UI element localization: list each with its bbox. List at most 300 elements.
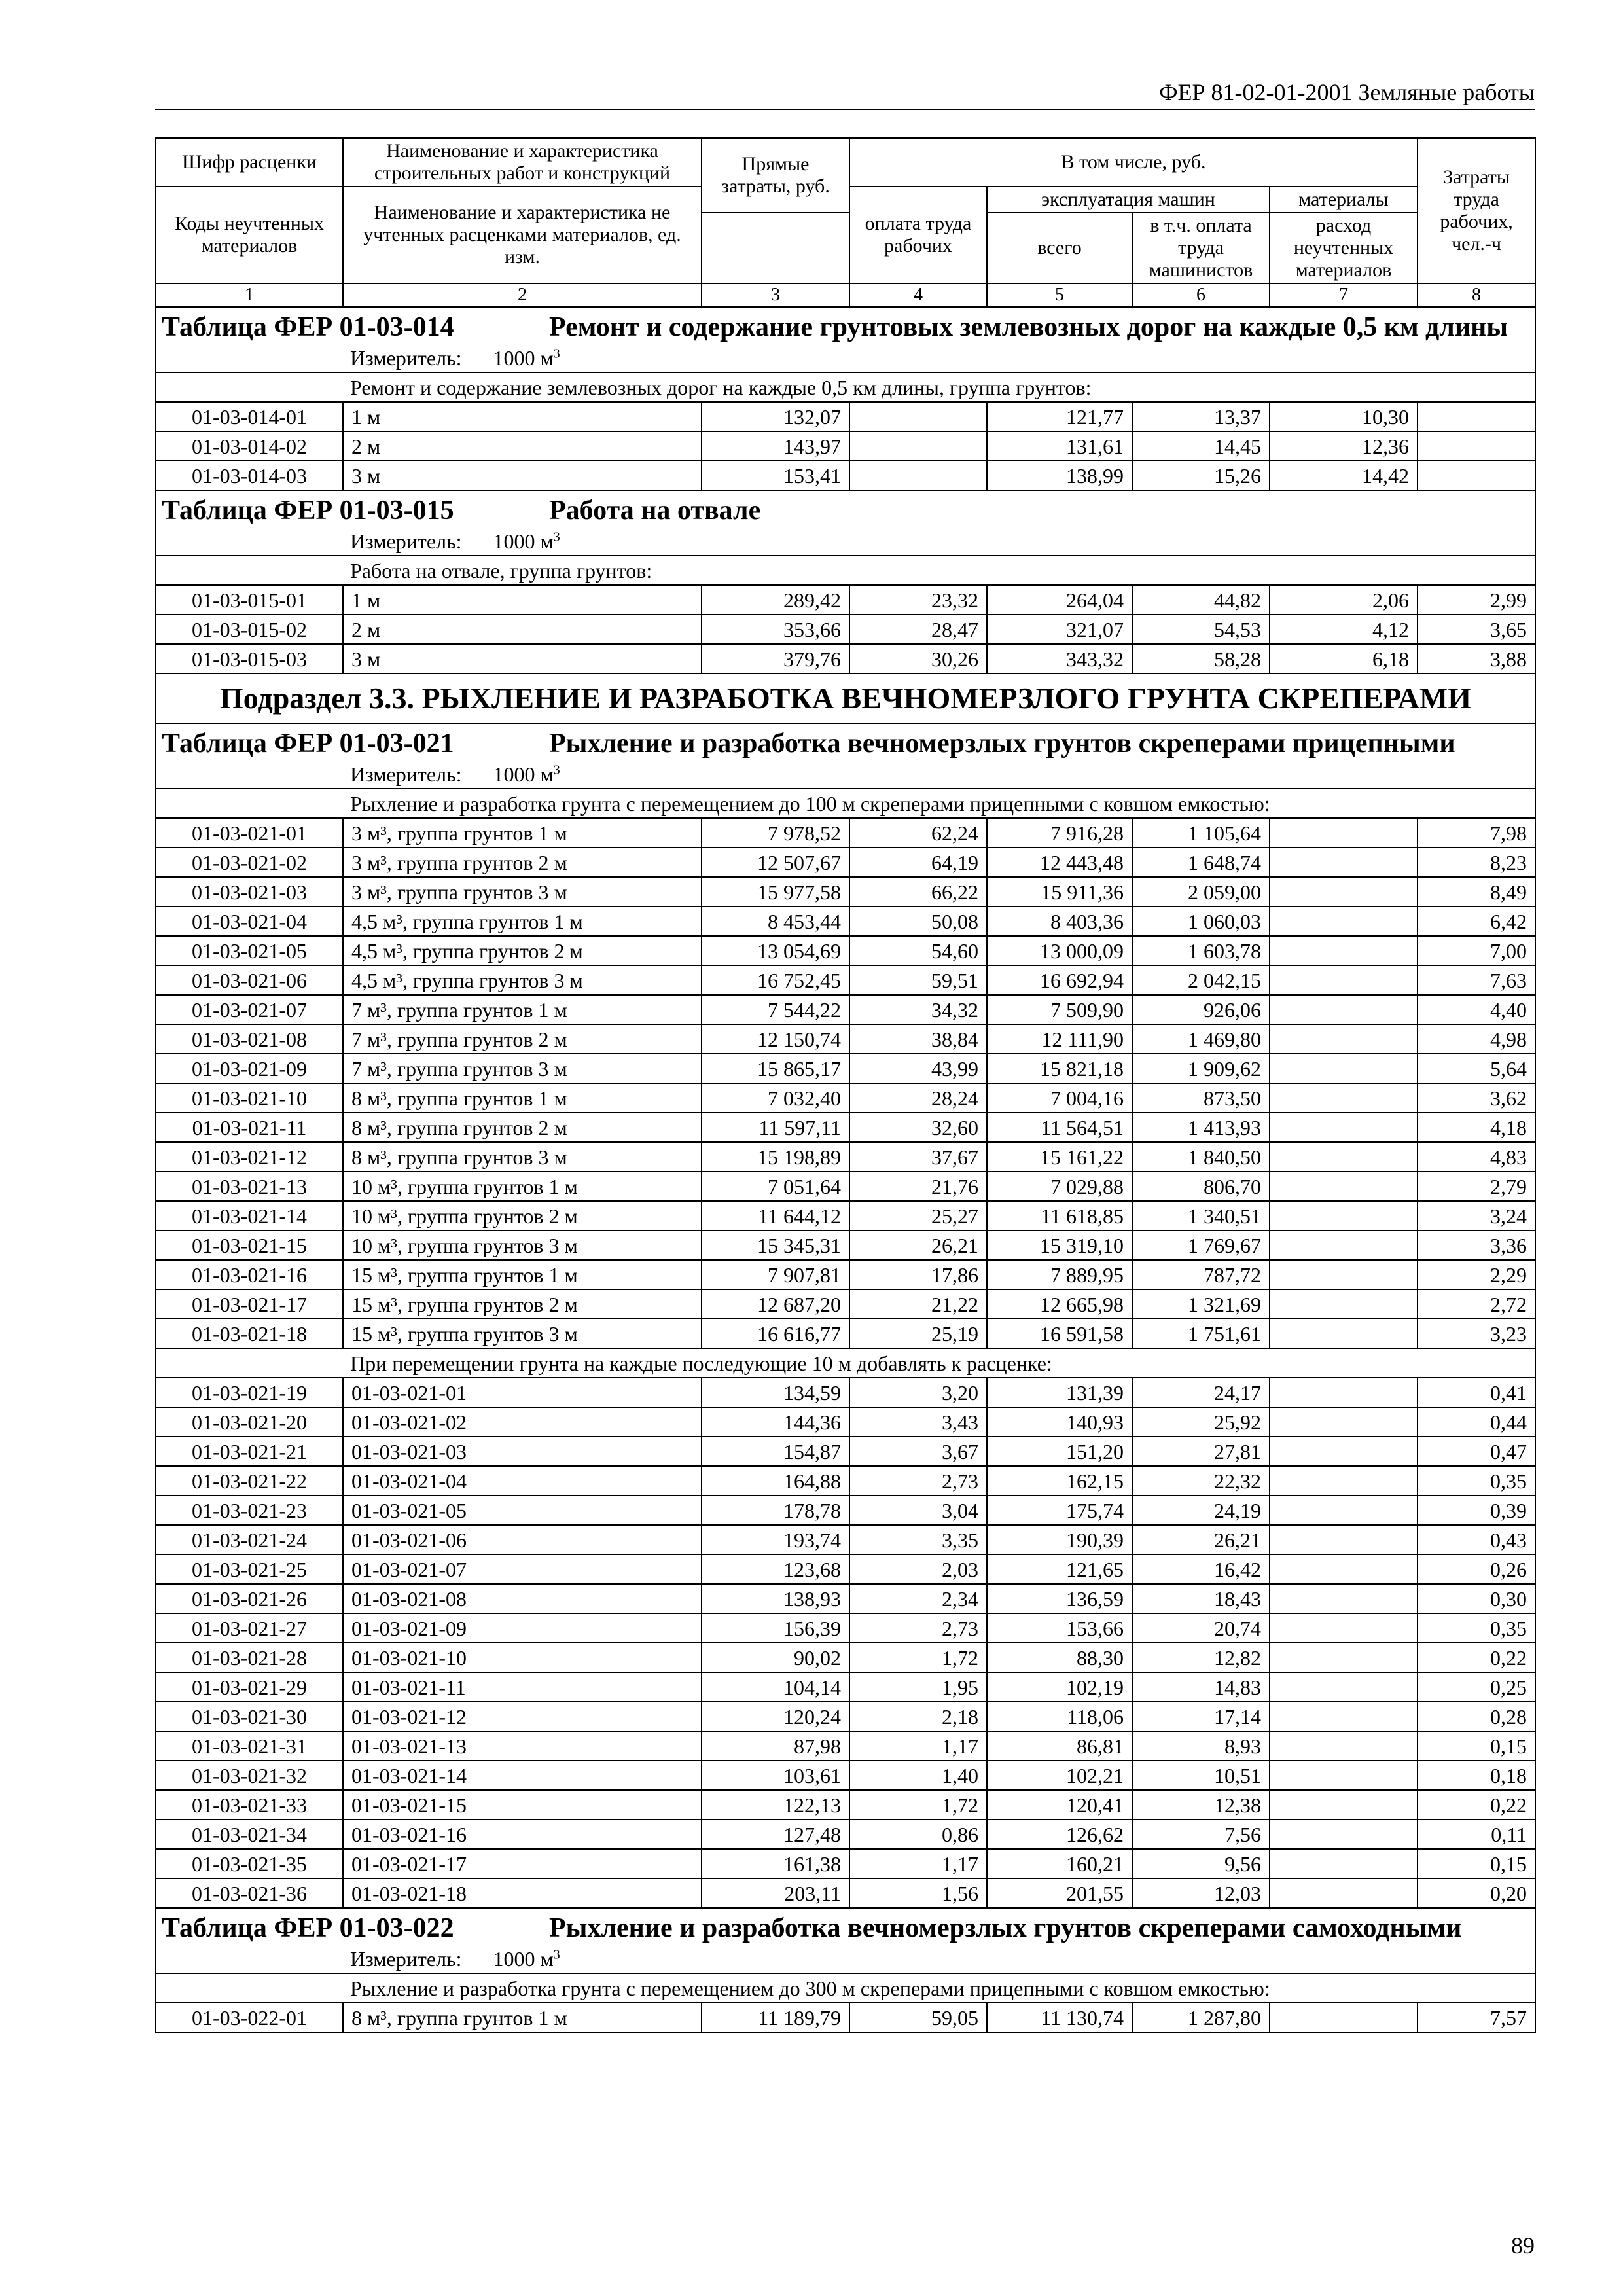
materials-cost [1270, 1731, 1418, 1761]
rate-name: 3 м [343, 461, 702, 490]
unit-value-text: 1000 м [493, 762, 554, 786]
wages-cost: 2,34 [849, 1584, 987, 1613]
direct-cost: 134,59 [702, 1378, 849, 1407]
labor-hours: 0,35 [1418, 1466, 1535, 1496]
rate-name: 15 м³, группа грунтов 3 м [343, 1319, 702, 1348]
materials-cost: 4,12 [1270, 615, 1418, 644]
materials-cost [1270, 1613, 1418, 1643]
materials-cost [1270, 1820, 1418, 1849]
col-number: 5 [987, 283, 1132, 307]
direct-cost: 143,97 [702, 431, 849, 461]
materials-cost [1270, 1790, 1418, 1820]
rate-name: 3 м³, группа грунтов 2 м [343, 848, 702, 877]
rate-code: 01-03-021-31 [156, 1731, 343, 1761]
machines-cost: 131,39 [987, 1378, 1132, 1407]
rate-name: 01-03-021-08 [343, 1584, 702, 1613]
machines-cost: 12 665,98 [987, 1289, 1132, 1319]
wages-cost: 1,17 [849, 1849, 987, 1878]
operator-pay: 54,53 [1132, 615, 1270, 644]
materials-cost [1270, 1113, 1418, 1142]
direct-cost: 289,42 [702, 585, 849, 615]
rate-name: 4,5 м³, группа грунтов 1 м [343, 906, 702, 936]
unit-value [493, 1947, 560, 1971]
rate-name: 01-03-021-10 [343, 1643, 702, 1672]
table-row [156, 1525, 1535, 1554]
direct-cost: 161,38 [702, 1849, 849, 1878]
labor-hours [1418, 431, 1535, 461]
labor-hours: 2,72 [1418, 1289, 1535, 1319]
operator-pay: 44,82 [1132, 585, 1270, 615]
col-number: 4 [849, 283, 987, 307]
labor-hours: 0,22 [1418, 1790, 1535, 1820]
materials-cost [1270, 818, 1418, 848]
direct-cost: 127,48 [702, 1820, 849, 1849]
machines-cost: 86,81 [987, 1731, 1132, 1761]
direct-cost: 13 054,69 [702, 936, 849, 965]
unit-value-text: 1000 м [493, 529, 554, 553]
group-subtitle: Рыхление и разработка грунта с перемещением до 100 м скреперами прицепными с ковшом емкостью: [156, 789, 1535, 818]
rate-code: 01-03-021-26 [156, 1584, 343, 1613]
labor-hours: 3,36 [1418, 1230, 1535, 1260]
direct-cost: 193,74 [702, 1525, 849, 1554]
materials-cost [1270, 1260, 1418, 1289]
operator-pay: 1 321,69 [1132, 1289, 1270, 1319]
wages-cost: 32,60 [849, 1113, 987, 1142]
col-operator-pay-header: в т.ч. оплата труда машинистов [1132, 213, 1270, 283]
labor-hours: 0,22 [1418, 1643, 1535, 1672]
direct-cost: 154,87 [702, 1437, 849, 1466]
operator-pay: 14,45 [1132, 431, 1270, 461]
direct-cost: 156,39 [702, 1613, 849, 1643]
table-row [156, 1849, 1535, 1878]
operator-pay: 58,28 [1132, 644, 1270, 673]
labor-hours: 2,29 [1418, 1260, 1535, 1289]
machines-cost: 7 029,88 [987, 1172, 1132, 1201]
wages-cost: 43,99 [849, 1054, 987, 1083]
rate-code: 01-03-021-16 [156, 1260, 343, 1289]
direct-cost: 12 687,20 [702, 1289, 849, 1319]
wages-cost: 38,84 [849, 1024, 987, 1054]
machines-cost: 8 403,36 [987, 906, 1132, 936]
direct-cost: 7 051,64 [702, 1172, 849, 1201]
wages-cost: 23,32 [849, 585, 987, 615]
rate-name: 10 м³, группа грунтов 3 м [343, 1230, 702, 1260]
rate-code: 01-03-021-35 [156, 1849, 343, 1878]
rate-name: 8 м³, группа грунтов 1 м [343, 2003, 702, 2032]
labor-hours: 0,15 [1418, 1849, 1535, 1878]
rate-code: 01-03-021-36 [156, 1878, 343, 1908]
wages-cost: 2,18 [849, 1702, 987, 1731]
materials-cost [1270, 848, 1418, 877]
materials-cost [1270, 1466, 1418, 1496]
direct-cost: 12 150,74 [702, 1024, 849, 1054]
col-unaccounted-header: расход неучтенных материалов [1270, 213, 1418, 283]
wages-cost: 1,72 [849, 1643, 987, 1672]
table-row [156, 1230, 1535, 1260]
table-row [156, 1142, 1535, 1172]
wages-cost: 59,51 [849, 965, 987, 995]
rate-name: 01-03-021-03 [343, 1437, 702, 1466]
table-row [156, 906, 1535, 936]
table-row [156, 1761, 1535, 1790]
rate-name: 10 м³, группа грунтов 2 м [343, 1201, 702, 1230]
machines-cost: 11 564,51 [987, 1113, 1132, 1142]
direct-cost: 11 597,11 [702, 1113, 849, 1142]
rate-code: 01-03-021-03 [156, 877, 343, 906]
table-row [156, 1496, 1535, 1525]
machines-cost: 16 692,94 [987, 965, 1132, 995]
rate-code: 01-03-021-18 [156, 1319, 343, 1348]
group-subtitle: Рыхление и разработка грунта с перемещением до 300 м скреперами прицепными с ковшом емкостью: [156, 1973, 1535, 2003]
unit-value-text: 1000 м [493, 346, 554, 370]
table-row [156, 848, 1535, 877]
wages-cost: 28,47 [849, 615, 987, 644]
rate-name: 7 м³, группа грунтов 1 м [343, 995, 702, 1024]
machines-cost: 138,99 [987, 461, 1132, 490]
rate-name: 7 м³, группа грунтов 2 м [343, 1024, 702, 1054]
unit-label: Измеритель: [350, 346, 462, 370]
table-row [156, 615, 1535, 644]
wages-cost: 59,05 [849, 2003, 987, 2032]
machines-cost: 121,77 [987, 402, 1132, 431]
machines-cost: 343,32 [987, 644, 1132, 673]
table-row [156, 1024, 1535, 1054]
table-name: Ремонт и содержание грунтовых землевозных дорог на каждые 0,5 км длины [549, 312, 1508, 342]
materials-cost [1270, 1407, 1418, 1437]
unit-label: Измеритель: [350, 762, 462, 786]
machines-cost: 118,06 [987, 1702, 1132, 1731]
rate-name: 01-03-021-14 [343, 1761, 702, 1790]
rate-name: 15 м³, группа грунтов 2 м [343, 1289, 702, 1319]
materials-cost [1270, 906, 1418, 936]
table-row [156, 1466, 1535, 1496]
table-name: Работа на отвале [549, 495, 761, 526]
table-row [156, 1643, 1535, 1672]
col-labor-header: Затраты труда рабочих, чел.-ч [1418, 138, 1535, 283]
wages-cost: 1,95 [849, 1672, 987, 1702]
labor-hours: 0,44 [1418, 1407, 1535, 1437]
machines-cost: 7 889,95 [987, 1260, 1132, 1289]
table-row [156, 402, 1535, 431]
direct-cost: 144,36 [702, 1407, 849, 1437]
operator-pay: 10,51 [1132, 1761, 1270, 1790]
rate-name: 01-03-021-13 [343, 1731, 702, 1761]
direct-cost: 12 507,67 [702, 848, 849, 877]
rate-name: 01-03-021-11 [343, 1672, 702, 1702]
unit-row [156, 761, 1535, 789]
labor-hours: 8,23 [1418, 848, 1535, 877]
rate-code: 01-03-021-33 [156, 1790, 343, 1820]
table-number: Таблица ФЕР 01-03-021 [162, 728, 454, 759]
labor-hours: 0,43 [1418, 1525, 1535, 1554]
rate-code: 01-03-021-29 [156, 1672, 343, 1702]
table-row [156, 1584, 1535, 1613]
table-row [156, 1054, 1535, 1083]
labor-hours: 0,35 [1418, 1613, 1535, 1643]
direct-cost: 122,13 [702, 1790, 849, 1820]
operator-pay: 9,56 [1132, 1849, 1270, 1878]
operator-pay: 1 060,03 [1132, 906, 1270, 936]
table-body [156, 307, 1535, 2032]
machines-cost: 153,66 [987, 1613, 1132, 1643]
page-header [155, 71, 1535, 110]
machines-cost: 15 161,22 [987, 1142, 1132, 1172]
direct-cost: 87,98 [702, 1731, 849, 1761]
machines-cost: 11 130,74 [987, 2003, 1132, 2032]
group-subtitle: При перемещении грунта на каждые последующие 10 м добавлять к расценке: [156, 1348, 1535, 1378]
direct-cost: 7 544,22 [702, 995, 849, 1024]
rate-code: 01-03-015-01 [156, 585, 343, 615]
operator-pay: 12,82 [1132, 1643, 1270, 1672]
machines-cost: 88,30 [987, 1643, 1132, 1672]
table-title [156, 490, 1535, 528]
table-title-row [156, 490, 1535, 528]
operator-pay: 1 413,93 [1132, 1113, 1270, 1142]
table-row [156, 644, 1535, 673]
rate-code: 01-03-021-20 [156, 1407, 343, 1437]
operator-pay: 12,03 [1132, 1878, 1270, 1908]
page-number: 89 [1511, 2233, 1535, 2259]
direct-cost: 203,11 [702, 1878, 849, 1908]
table-row [156, 1702, 1535, 1731]
rate-code: 01-03-021-04 [156, 906, 343, 936]
materials-cost [1270, 1702, 1418, 1731]
materials-cost [1270, 1437, 1418, 1466]
table-row [156, 1407, 1535, 1437]
table-row [156, 877, 1535, 906]
machines-cost: 126,62 [987, 1820, 1132, 1849]
labor-hours: 0,11 [1418, 1820, 1535, 1849]
wages-cost: 2,73 [849, 1466, 987, 1496]
wages-cost [849, 431, 987, 461]
col-number: 3 [702, 283, 849, 307]
machines-cost: 15 319,10 [987, 1230, 1132, 1260]
rate-name: 3 м³, группа грунтов 1 м [343, 818, 702, 848]
wages-cost: 62,24 [849, 818, 987, 848]
rate-code: 01-03-021-34 [156, 1820, 343, 1849]
machines-cost: 12 443,48 [987, 848, 1132, 877]
machines-cost: 102,21 [987, 1761, 1132, 1790]
rate-name: 15 м³, группа грунтов 1 м [343, 1260, 702, 1289]
machines-cost: 140,93 [987, 1407, 1132, 1437]
rate-name: 2 м [343, 431, 702, 461]
group-subtitle: Ремонт и содержание землевозных дорог на каждые 0,5 км длины, группа грунтов: [156, 372, 1535, 402]
operator-pay: 1 603,78 [1132, 936, 1270, 965]
wages-cost: 3,43 [849, 1407, 987, 1437]
materials-cost [1270, 2003, 1418, 2032]
table-row [156, 1790, 1535, 1820]
table-row [156, 1613, 1535, 1643]
wages-cost [849, 461, 987, 490]
materials-cost [1270, 1083, 1418, 1113]
materials-cost [1270, 1201, 1418, 1230]
rate-name: 10 м³, группа грунтов 1 м [343, 1172, 702, 1201]
rate-name: 01-03-021-06 [343, 1525, 702, 1554]
col-codes-unaccounted-header: Коды неучтенных материалов [156, 187, 343, 283]
rate-name: 3 м³, группа грунтов 3 м [343, 877, 702, 906]
operator-pay: 22,32 [1132, 1466, 1270, 1496]
labor-hours: 7,57 [1418, 2003, 1535, 2032]
materials-cost: 10,30 [1270, 402, 1418, 431]
rate-code: 01-03-021-12 [156, 1142, 343, 1172]
direct-cost: 103,61 [702, 1761, 849, 1790]
rate-code: 01-03-021-02 [156, 848, 343, 877]
materials-cost [1270, 1378, 1418, 1407]
labor-hours: 0,20 [1418, 1878, 1535, 1908]
machines-cost: 131,61 [987, 431, 1132, 461]
machines-cost: 16 591,58 [987, 1319, 1132, 1348]
unit-label: Измеритель: [350, 1947, 462, 1971]
operator-pay: 873,50 [1132, 1083, 1270, 1113]
unit-cell [156, 1945, 1535, 1973]
rate-code: 01-03-021-17 [156, 1289, 343, 1319]
rate-name: 01-03-021-01 [343, 1378, 702, 1407]
labor-hours: 6,42 [1418, 906, 1535, 936]
cubic-superscript: 3 [553, 1947, 560, 1962]
direct-cost: 11 189,79 [702, 2003, 849, 2032]
rate-name: 01-03-021-04 [343, 1466, 702, 1496]
materials-cost [1270, 1230, 1418, 1260]
machines-cost: 321,07 [987, 615, 1132, 644]
table-row [156, 1437, 1535, 1466]
operator-pay: 20,74 [1132, 1613, 1270, 1643]
materials-cost [1270, 1761, 1418, 1790]
rate-code: 01-03-021-28 [156, 1643, 343, 1672]
col-machines-header: эксплуатация машин [987, 187, 1270, 213]
materials-cost [1270, 1554, 1418, 1584]
wages-cost: 1,56 [849, 1878, 987, 1908]
rate-name: 01-03-021-05 [343, 1496, 702, 1525]
labor-hours: 0,25 [1418, 1672, 1535, 1702]
section-title-row [156, 673, 1535, 723]
labor-hours [1418, 402, 1535, 431]
table-row [156, 995, 1535, 1024]
direct-cost: 123,68 [702, 1554, 849, 1584]
col-direct-cont [702, 213, 849, 283]
wages-cost: 21,76 [849, 1172, 987, 1201]
wages-cost: 2,73 [849, 1613, 987, 1643]
materials-cost [1270, 1054, 1418, 1083]
operator-pay: 18,43 [1132, 1584, 1270, 1613]
operator-pay: 24,19 [1132, 1496, 1270, 1525]
labor-hours: 0,28 [1418, 1702, 1535, 1731]
machines-cost: 121,65 [987, 1554, 1132, 1584]
table-row [156, 965, 1535, 995]
direct-cost: 11 644,12 [702, 1201, 849, 1230]
labor-hours: 7,63 [1418, 965, 1535, 995]
materials-cost [1270, 1672, 1418, 1702]
wages-cost: 1,40 [849, 1761, 987, 1790]
rate-name: 01-03-021-17 [343, 1849, 702, 1878]
table-row [156, 1554, 1535, 1584]
unit-row [156, 528, 1535, 556]
rate-code: 01-03-021-15 [156, 1230, 343, 1260]
operator-pay: 1 105,64 [1132, 818, 1270, 848]
labor-hours: 0,30 [1418, 1584, 1535, 1613]
operator-pay: 1 909,62 [1132, 1054, 1270, 1083]
rate-code: 01-03-021-32 [156, 1761, 343, 1790]
table-row [156, 1172, 1535, 1201]
rate-name: 01-03-021-12 [343, 1702, 702, 1731]
direct-cost: 15 865,17 [702, 1054, 849, 1083]
machines-cost: 7 509,90 [987, 995, 1132, 1024]
rate-code: 01-03-021-30 [156, 1702, 343, 1731]
labor-hours: 4,40 [1418, 995, 1535, 1024]
wages-cost: 64,19 [849, 848, 987, 877]
operator-pay: 2 042,15 [1132, 965, 1270, 995]
table-row [156, 1878, 1535, 1908]
labor-hours [1418, 461, 1535, 490]
table-row [156, 1378, 1535, 1407]
table-row [156, 1113, 1535, 1142]
rate-code: 01-03-014-01 [156, 402, 343, 431]
unit-row [156, 344, 1535, 372]
rate-code: 01-03-021-01 [156, 818, 343, 848]
table-row [156, 2003, 1535, 2032]
direct-cost: 16 752,45 [702, 965, 849, 995]
labor-hours: 3,65 [1418, 615, 1535, 644]
materials-cost [1270, 995, 1418, 1024]
group-subtitle-row [156, 372, 1535, 402]
labor-hours: 5,64 [1418, 1054, 1535, 1083]
table-row [156, 1672, 1535, 1702]
rate-name: 8 м³, группа грунтов 3 м [343, 1142, 702, 1172]
rate-code: 01-03-015-03 [156, 644, 343, 673]
col-unaccounted-name-header: Наименование и характеристика не учтенных расценками материалов, ед. изм. [343, 187, 702, 283]
direct-cost: 7 032,40 [702, 1083, 849, 1113]
rate-name: 8 м³, группа грунтов 1 м [343, 1083, 702, 1113]
machines-cost: 15 821,18 [987, 1054, 1132, 1083]
rate-name: 01-03-021-15 [343, 1790, 702, 1820]
labor-hours: 4,18 [1418, 1113, 1535, 1142]
rate-name: 4,5 м³, группа грунтов 3 м [343, 965, 702, 995]
operator-pay: 1 469,80 [1132, 1024, 1270, 1054]
rate-name: 4,5 м³, группа грунтов 2 м [343, 936, 702, 965]
table-row [156, 818, 1535, 848]
group-subtitle-row [156, 789, 1535, 818]
direct-cost: 90,02 [702, 1643, 849, 1672]
col-number: 1 [156, 283, 343, 307]
machines-cost: 120,41 [987, 1790, 1132, 1820]
wages-cost: 1,17 [849, 1731, 987, 1761]
wages-cost: 25,27 [849, 1201, 987, 1230]
machines-cost: 102,19 [987, 1672, 1132, 1702]
operator-pay: 1 840,50 [1132, 1142, 1270, 1172]
machines-cost: 162,15 [987, 1466, 1132, 1496]
header-title: ФЕР 81-02-01-2001 Земляные работы [1159, 79, 1535, 105]
rate-name: 01-03-021-09 [343, 1613, 702, 1643]
group-subtitle: Работа на отвале, группа грунтов: [156, 556, 1535, 585]
rate-code: 01-03-021-11 [156, 1113, 343, 1142]
rate-code: 01-03-014-02 [156, 431, 343, 461]
col-incl-header: В том числе, руб. [849, 138, 1418, 187]
operator-pay: 7,56 [1132, 1820, 1270, 1849]
group-subtitle-row [156, 556, 1535, 585]
labor-hours: 0,15 [1418, 1731, 1535, 1761]
table-name: Рыхление и разработка вечномерзлых грунтов скреперами прицепными [549, 728, 1455, 759]
materials-cost [1270, 1496, 1418, 1525]
direct-cost: 7 907,81 [702, 1260, 849, 1289]
direct-cost: 104,14 [702, 1672, 849, 1702]
table-row [156, 461, 1535, 490]
unit-cell [156, 344, 1535, 372]
machines-cost: 151,20 [987, 1437, 1132, 1466]
rate-name: 01-03-021-07 [343, 1554, 702, 1584]
wages-cost: 50,08 [849, 906, 987, 936]
wages-cost: 3,35 [849, 1525, 987, 1554]
cubic-superscript: 3 [553, 346, 560, 361]
rate-code: 01-03-021-13 [156, 1172, 343, 1201]
